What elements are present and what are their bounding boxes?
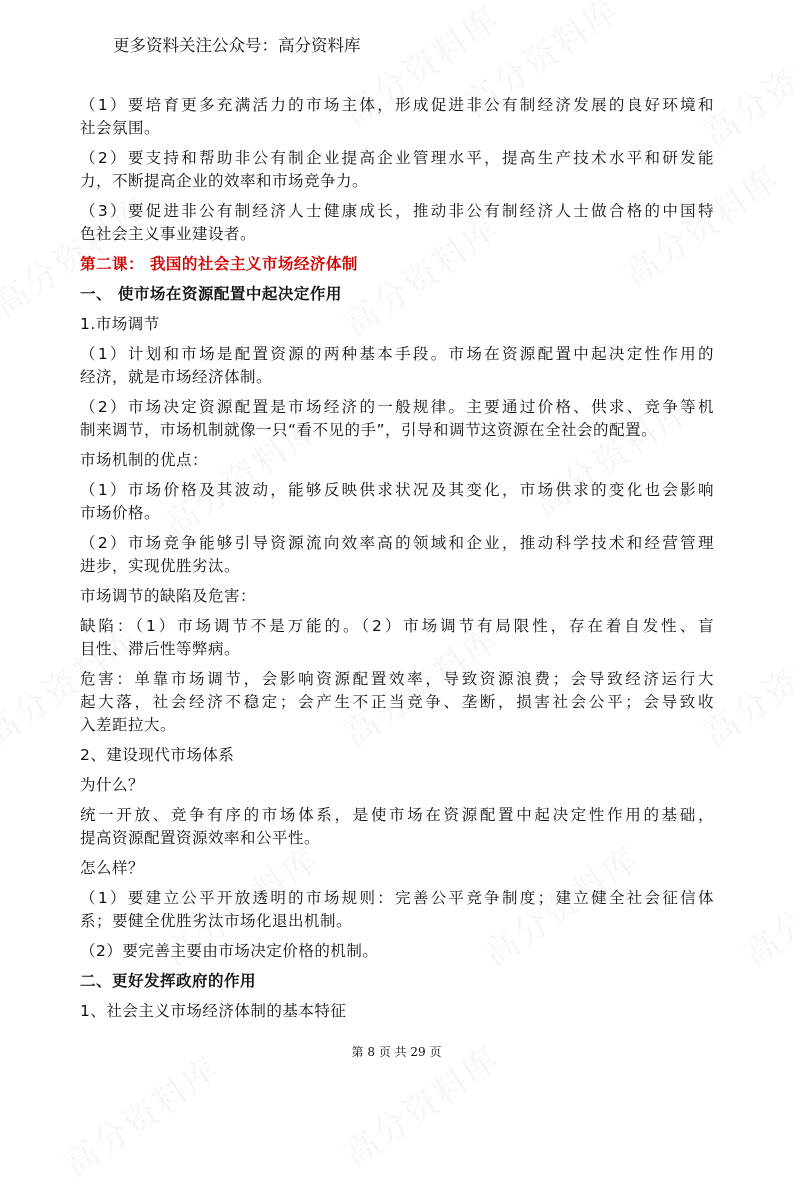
paragraph xyxy=(80,940,714,963)
text-line: 入差距拉大。 xyxy=(80,716,177,734)
text-line: （1）要培育更多充满活力的市场主体，形成促进非公有制经济发展的良好环境和 xyxy=(80,96,714,114)
paragraph xyxy=(80,774,714,797)
text-line: 市场价格。 xyxy=(80,504,161,522)
paragraph xyxy=(80,857,714,880)
text-line: 社会氛围。 xyxy=(80,119,161,137)
text-line: 一、 使市场在资源配置中起决定作用 xyxy=(80,285,342,303)
text-line: 进步，实现优胜劣汰。 xyxy=(80,557,241,575)
text-line: 危害：单靠市场调节，会影响资源配置效率，导致资源浪费；会导致经济运行大 xyxy=(80,670,714,688)
text-line: 力，不断提高企业的效率和市场竞争力。 xyxy=(80,172,369,190)
text-line: （1）市场价格及其波动，能够反映供求状况及其变化，市场供求的变化也会影响 xyxy=(80,481,714,499)
paragraph xyxy=(80,744,714,767)
page-number-footer: 第 8 页 共 29 页 xyxy=(351,1045,442,1059)
document-body xyxy=(80,94,714,1030)
text-line: （2）要完善主要由市场决定价格的机制。 xyxy=(80,942,379,960)
text-line: 提高资源配置资源效率和公平性。 xyxy=(80,829,321,847)
text-line: 1.市场调节 xyxy=(80,315,160,333)
text-line: 第二课： 我国的社会主义市场经济体制 xyxy=(80,255,358,273)
paragraph xyxy=(80,313,714,336)
text-line: 系；要健全优胜劣汰市场化退出机制。 xyxy=(80,912,353,930)
paragraph xyxy=(80,615,714,661)
paragraph xyxy=(80,200,714,246)
text-line: （1）要建立公平开放透明的市场规则：完善公平竞争制度；建立健全社会征信体 xyxy=(80,889,714,907)
text-line: 怎么样？ xyxy=(80,859,145,877)
paragraph xyxy=(80,532,714,578)
text-line: （1）计划和市场是配置资源的两种基本手段。市场在资源配置中起决定性作用的 xyxy=(80,345,714,363)
text-line: 色社会主义事业建设者。 xyxy=(80,225,257,243)
text-line: 市场机制的优点： xyxy=(80,451,209,469)
text-line: 2、建设现代市场体系 xyxy=(80,746,235,764)
paragraph xyxy=(80,147,714,193)
paragraph xyxy=(80,449,714,472)
page-header: 更多资料关注公众号：高分资料库 xyxy=(113,36,361,55)
text-line: 起大落，社会经济不稳定；会产生不正当竞争、垄断，损害社会公平；会导致收 xyxy=(80,693,714,711)
text-line: （2）市场决定资源配置是市场经济的一般规律。主要通过价格、供求、竞争等机 xyxy=(80,398,714,416)
paragraph xyxy=(80,585,714,608)
paragraph xyxy=(80,887,714,933)
text-line: 制来调节，市场机制就像一只“看不见的手”，引导和调节这资源在全社会的配置。 xyxy=(80,421,658,439)
watermark-text xyxy=(732,833,793,976)
text-line: （2）要支持和帮助非公有制企业提高企业管理水平，提高生产技术水平和研发能 xyxy=(80,149,714,167)
text-line: 经济，就是市场经济体制。 xyxy=(80,368,273,386)
paragraph xyxy=(80,804,714,850)
paragraph xyxy=(80,94,714,140)
text-line: （3）要促进非公有制经济人士健康成长，推动非公有制经济人士做合格的中国特 xyxy=(80,202,714,220)
paragraph xyxy=(80,668,714,737)
text-line: 目性、滞后性等弊病。 xyxy=(80,640,241,658)
section-heading xyxy=(80,283,714,306)
paragraph xyxy=(80,343,714,389)
text-line: 市场调节的缺陷及危害： xyxy=(80,587,257,605)
paragraph xyxy=(80,396,714,442)
section-heading xyxy=(80,970,714,993)
watermark-text xyxy=(52,1043,228,1186)
paragraph xyxy=(80,1000,714,1023)
text-line: 1、社会主义市场经济体制的基本特征 xyxy=(80,1002,347,1020)
text-line: （2）市场竞争能够引导资源流向效率高的领域和企业，推动科学技术和经营管理 xyxy=(80,534,714,552)
text-line: 二、更好发挥政府的作用 xyxy=(80,972,257,990)
section-heading xyxy=(80,253,714,276)
text-line: 为什么？ xyxy=(80,776,145,794)
text-line: 缺陷：（1）市场调节不是万能的。（2）市场调节有局限性，存在着自发性、盲 xyxy=(80,617,714,635)
text-line: 统一开放、竞争有序的市场体系，是使市场在资源配置中起决定性作用的基础， xyxy=(80,806,714,824)
paragraph xyxy=(80,479,714,525)
